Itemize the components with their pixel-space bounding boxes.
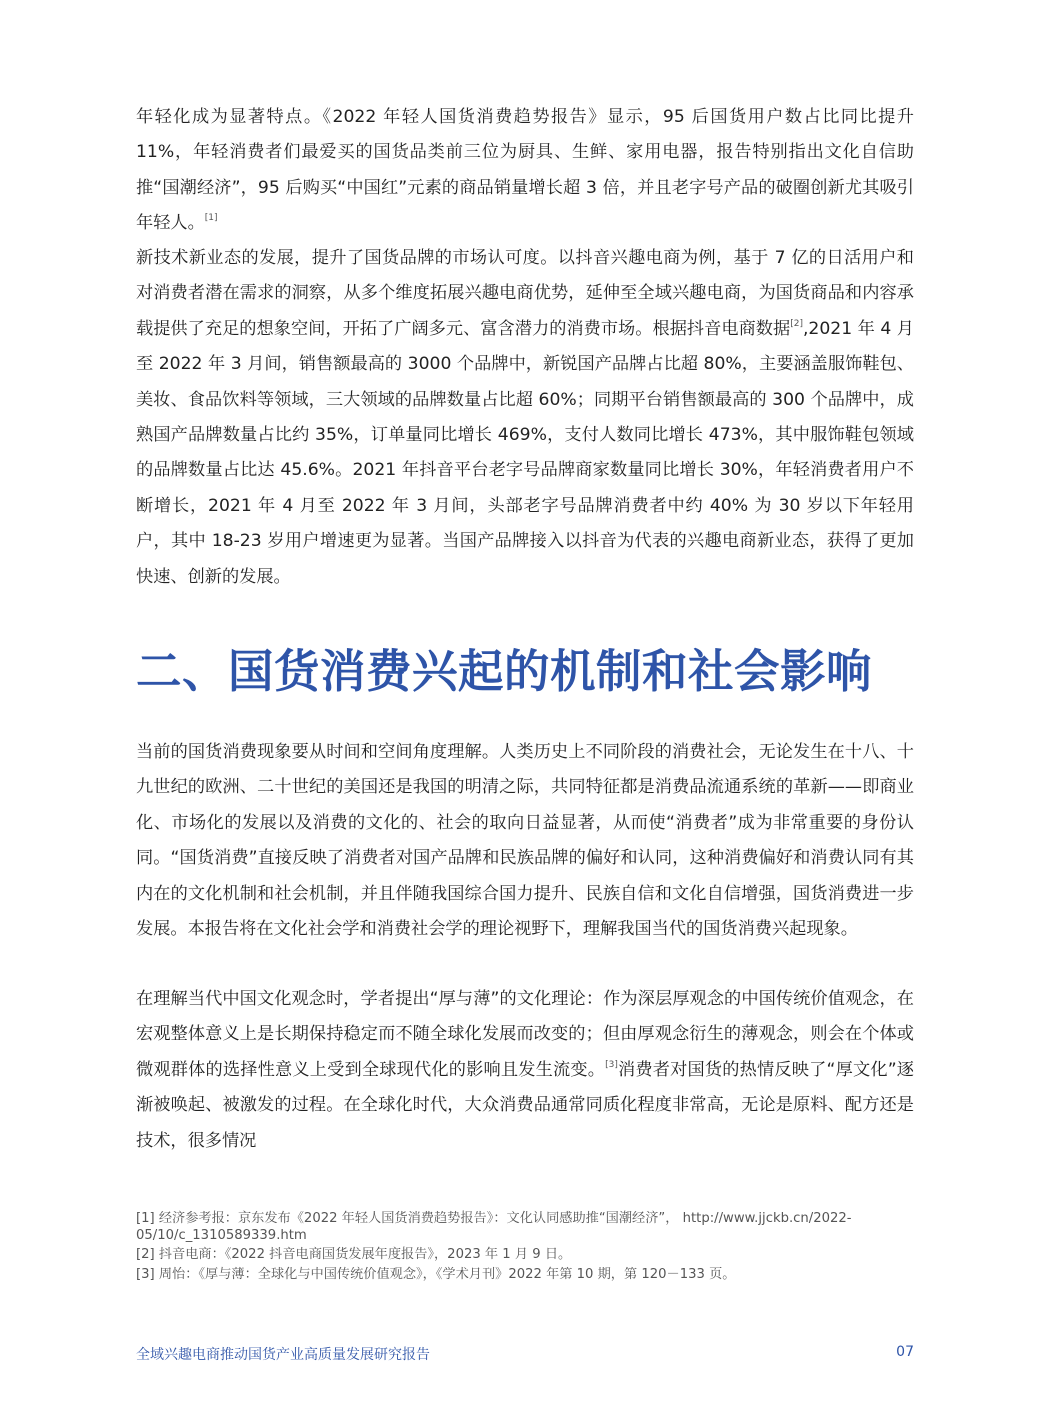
paragraph-new-tech [136,241,914,595]
footnote-2: [2] 抖音电商：《2022 抖音电商国货发展年度报告》，2023 年 1 月 9 日。 [136,1247,572,1262]
paragraph-text: 新技术新业态的发展，提升了国货品牌的市场认可度。以抖音兴趣电商为例，基于 7 亿的日活用户和对消费者潜在需求的洞察，从多个维度拓展兴趣电商优势，延伸至全域兴趣电商，为国货商品和内容承载提供了充足的想象空间，开拓了广阔多元、富含潜力的消费市场。根据抖音电商数据 [136,248,914,339]
footnote-ref-2[interactable]: [2] [790,318,803,329]
paragraph-youth-consumption [136,100,914,242]
paragraph-text-continued: 消费者对国货的热情反映了“厚文化”逐渐被唤起、被激发的过程。在全球化时代，大众消费品通常同质化程度非常高，无论是原料、配方还是技术，很多情况 [136,1059,914,1151]
paragraph-text: 在理解当代中国文化观念时，学者提出“厚与薄”的文化理论：作为深层厚观念的中国传统价值观念，在宏观整体意义上是长期保持稳定而不随全球化发展而改变的；但由厚观念衍生的薄观念，则会在个体或微观群体的选择性意义上受到全球现代化的影响且发生流变。 [136,989,914,1080]
section-heading: 二、国货消费兴起的机制和社会影响 [136,645,873,698]
paragraph-thick-thin-theory [136,982,914,1159]
paragraph-text: 当前的国货消费现象要从时间和空间角度理解。人类历史上不同阶段的消费社会，无论发生在十八、十九世纪的欧洲、二十世纪的美国还是我国的明清之际，共同特征都是消费品流通系统的革新——即商业化、市场化的发展以及消费的文化的、社会的取向日益显著，从而使“消费者”成为非常重要的身份认同。“国货消费”直接反映了消费者对国产品牌和民族品牌的偏好和认同，这种消费偏好和消费认同有其内在的文化机制和社会机制，并且伴随我国综合国力提升、民族自信和文化自信增强，国货消费进一步发展。本报告将在文化社会学和消费社会学的理论视野下，理解我国当代的国货消费兴起现象。 [136,742,914,940]
footnote-1: [1] 经济参考报：京东发布《2022 年轻人国货消费趋势报告》：文化认同感助推“国潮经济”， http://www.jjckb.cn/2022-05/10/c_1310589339.htm [136,1211,852,1243]
paragraph-text-continued: ,2021 年 4 月至 2022 年 3 月间，销售额最高的 3000 个品牌中，新锐国产品牌占比超 80%，主要涵盖服饰鞋包、美妆、食品饮料等领域，三大领域的品牌数量占比超 60%；同期平台销售额最高的 300 个品牌中，成熟国产品牌数量占比约 35%，订单量同比增长 469%，支付人数同比增长 473%，其中服饰鞋包领域的品牌数量占比达 45.6%。2021 年抖音平台老字号品牌商家数量同比增长 30%，年轻消费者用户不断增长，2021 年 4 月至 2022 年 3 月间，头部老字号品牌消费者中约 40% 为 30 岁以下年轻用户，其中 18-23 岁用户增速更为显著。当国产品牌接入以抖音为代表的兴趣电商新业态，获得了更加快速、创新的发展。 [136,318,914,587]
footer-report-title: 全域兴趣电商推动国货产业高质量发展研究报告 [136,1347,430,1363]
page-number: 07 [896,1344,914,1360]
footnote-ref-3[interactable]: [3] [605,1059,618,1070]
paragraph-text: 年轻化成为显著特点。《2022 年轻人国货消费趋势报告》显示，95 后国货用户数占比同比提升 11%，年轻消费者们最爱买的国货品类前三位为厨具、生鲜、家用电器，报告特别指出文化自信助推“国潮经济”，95 后购买“中国红”元素的商品销量增长超 3 倍，并且老字号产品的破圈创新尤其吸引年轻人。 [136,107,914,234]
paragraph-consumption-phenomenon [136,735,914,947]
footnote-3: [3] 周怡：《厚与薄：全球化与中国传统价值观念》，《学术月刊》2022 年第 10 期，第 120－133 页。 [136,1267,736,1282]
footnote-ref-1[interactable]: [1] [204,213,218,224]
